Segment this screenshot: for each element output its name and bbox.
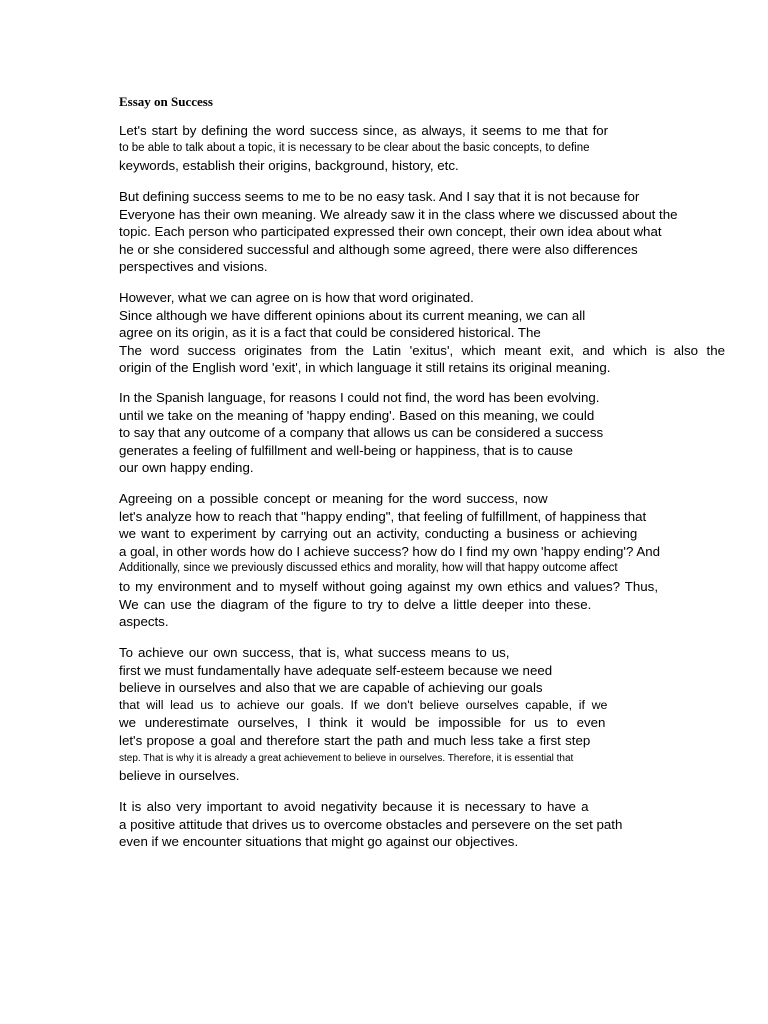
paragraph-line: The word success originates from the Latin 'exitus', which meant exit, and which is also the xyxy=(119,342,725,358)
paragraph-4 xyxy=(119,389,725,477)
paragraph-line: aspects. xyxy=(119,614,169,630)
paragraph-line: topic. Each person who participated expressed their own concept, their own idea about what xyxy=(119,224,662,240)
paragraph-line: Everyone has their own meaning. We already saw it in the class where we discussed about the xyxy=(119,206,678,222)
paragraph-5 xyxy=(119,490,725,631)
paragraph-line: to be able to talk about a topic, it is necessary to be clear about the basic concepts, to define xyxy=(119,141,590,154)
paragraph-line: step. That is why it is already a great achievement to believe in ourselves. Therefore, it is essential that xyxy=(119,752,574,764)
paragraph-6 xyxy=(119,644,725,785)
paragraph-line: our own happy ending. xyxy=(119,460,254,476)
paragraph-line: to my environment and to myself without going against my own ethics and values? Thus, xyxy=(119,578,659,594)
paragraph-7 xyxy=(119,798,725,851)
paragraph-line: Agreeing on a possible concept or meaning for the word success, now xyxy=(119,491,548,506)
paragraph-line: We can use the diagram of the figure to try to delve a little deeper into these. xyxy=(119,596,592,612)
paragraph-line: first we must fundamentally have adequate self-esteem because we need xyxy=(119,662,553,678)
paragraph-line: let's propose a goal and therefore start the path and much less take a first step xyxy=(119,732,591,748)
paragraph-line: perspectives and visions. xyxy=(119,259,268,275)
paragraph-line: let's analyze how to reach that "happy ending", that feeling of fulfillment, of happiness that xyxy=(119,508,647,524)
paragraph-line: However, what we can agree on is how that word originated. xyxy=(119,290,474,305)
paragraph-line: origin of the English word 'exit', in which language it still retains its original meaning. xyxy=(119,360,611,376)
paragraph-line: he or she considered successful and although some agreed, there were also differences xyxy=(119,241,638,257)
paragraph-line: To achieve our own success, that is, what success means to us, xyxy=(119,645,510,660)
paragraph-3 xyxy=(119,289,725,377)
paragraph-line: Since although we have different opinions about its current meaning, we can all xyxy=(119,307,586,323)
paragraph-line: a goal, in other words how do I achieve success? how do I find my own 'happy ending'? And xyxy=(119,543,660,559)
paragraph-line: believe in ourselves and also that we are capable of achieving our goals xyxy=(119,680,543,696)
paragraph-line: It is also very important to avoid negativity because it is necessary to have a xyxy=(119,799,589,814)
paragraph-line: generates a feeling of fulfillment and well-being or happiness, that is to cause xyxy=(119,442,573,458)
paragraph-line: to say that any outcome of a company that allows us can be considered a success xyxy=(119,425,604,441)
essay-title: Essay on Success xyxy=(119,94,213,109)
paragraph-line: But defining success seems to me to be no easy task. And I say that it is not because for xyxy=(119,189,640,204)
paragraph-line: In the Spanish language, for reasons I could not find, the word has been evolving. xyxy=(119,390,600,405)
paragraph-line: agree on its origin, as it is a fact that could be considered historical. The xyxy=(119,325,541,341)
paragraph-line: until we take on the meaning of 'happy ending'. Based on this meaning, we could xyxy=(119,407,595,423)
paragraph-2 xyxy=(119,188,725,276)
paragraph-line: Let's start by defining the word success since, as always, it seems to me that for xyxy=(119,123,609,138)
paragraph-line: that will lead us to achieve our goals. If we don't believe ourselves capable, if we xyxy=(119,697,608,712)
paragraph-1 xyxy=(119,122,725,175)
paragraph-line: a positive attitude that drives us to overcome obstacles and persevere on the set path xyxy=(119,816,623,832)
paragraph-line: even if we encounter situations that might go against our objectives. xyxy=(119,834,519,850)
paragraph-line: keywords, establish their origins, background, history, etc. xyxy=(119,158,459,174)
paragraph-line: we underestimate ourselves, I think it would be impossible for us to even xyxy=(119,715,606,731)
paragraph-line: we want to experiment by carrying out an activity, conducting a business or achieving xyxy=(119,526,638,542)
paragraph-line: Additionally, since we previously discussed ethics and morality, how will that happy outcome affect xyxy=(119,562,618,575)
paragraph-line: believe in ourselves. xyxy=(119,768,240,784)
